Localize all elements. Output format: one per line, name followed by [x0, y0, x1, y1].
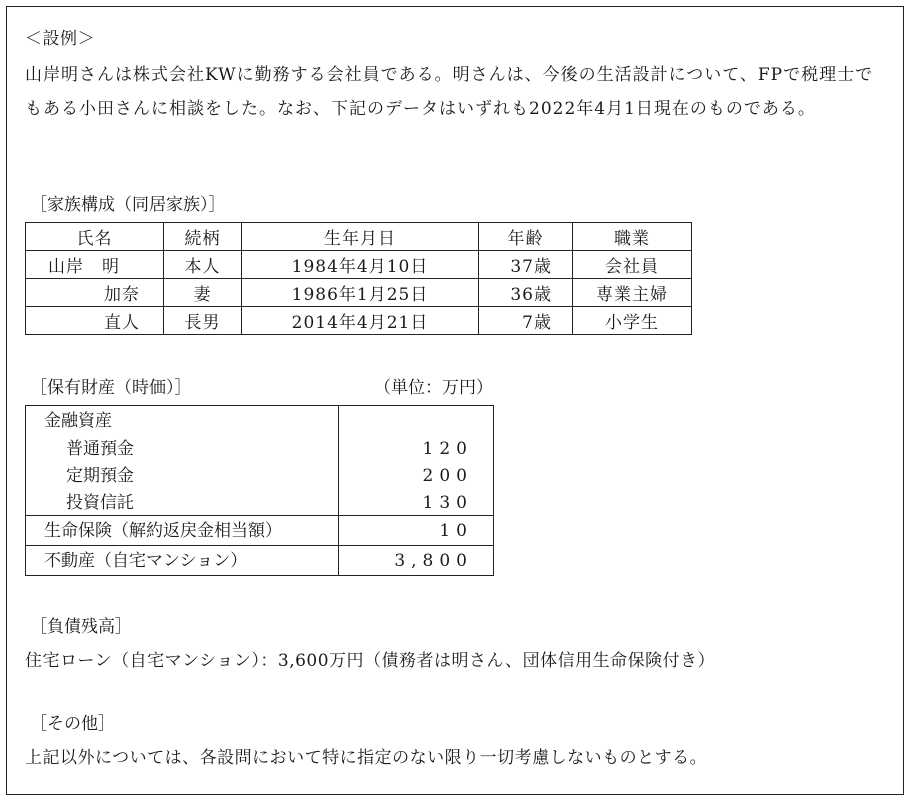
real-estate-label: 不動産（自宅マンション）: [44, 551, 248, 571]
assets-column-divider: [338, 406, 339, 575]
assets-table: [25, 405, 494, 576]
financial-assets-label: 金融資産: [44, 411, 112, 431]
asset-item-value: 200: [422, 466, 473, 486]
table-row: [26, 279, 692, 307]
assets-unit-label: （単位：万円）: [374, 378, 493, 398]
insurance-label: 生命保険（解約返戻金相当額）: [44, 521, 282, 541]
example-heading: ＜設例＞: [25, 29, 95, 49]
member-relation: 長男: [164, 307, 242, 335]
assets-section-title: ［保有財産（時価）］: [30, 378, 192, 398]
assets-row-divider: [26, 545, 493, 546]
family-table-header: [26, 223, 692, 251]
insurance-value: 10: [439, 521, 473, 541]
member-dob: 1986年1月25日: [242, 279, 479, 307]
family-table: [25, 222, 692, 335]
header-relation: 続柄: [164, 223, 242, 251]
member-job: 会社員: [573, 251, 692, 279]
member-name: 加奈: [26, 279, 164, 307]
intro-paragraph: 山岸明さんは株式会社KWに勤務する会社員である。明さんは、今後の生活設計について、FPで税理士でもある小田さんに相談をした。なお、下記のデータはいずれも2022年4月1日現在のものである。: [25, 65, 874, 119]
asset-item-label: 普通預金: [66, 439, 134, 459]
member-relation: 妻: [164, 279, 242, 307]
member-dob: 2014年4月21日: [242, 307, 479, 335]
member-dob: 1984年4月10日: [242, 251, 479, 279]
asset-item-label: 投資信託: [66, 493, 134, 513]
asset-item-label: 定期預金: [66, 466, 134, 486]
asset-item-value: 130: [422, 493, 473, 513]
header-name: 氏名: [26, 223, 164, 251]
real-estate-value: 3,800: [394, 551, 473, 571]
header-age: 年齢: [479, 223, 573, 251]
family-section-title: ［家族構成（同居家族）］: [30, 195, 226, 215]
member-name: 直人: [26, 307, 164, 335]
header-job: 職業: [573, 223, 692, 251]
liabilities-section-title: ［負債残高］: [30, 617, 132, 637]
other-section-title: ［その他］: [30, 714, 115, 734]
other-text: 上記以外については、各設問において特に指定のない限り一切考慮しないものとする。: [25, 748, 708, 768]
member-relation: 本人: [164, 251, 242, 279]
member-age: 36歳: [479, 279, 573, 307]
member-age: 37歳: [479, 251, 573, 279]
liabilities-text: 住宅ローン（自宅マンション）：3,600万円（債務者は明さん、団体信用生命保険付き）: [25, 651, 716, 671]
table-row: [26, 251, 692, 279]
header-dob: 生年月日: [242, 223, 479, 251]
table-row: [26, 307, 692, 335]
asset-item-value: 120: [422, 439, 473, 459]
member-age: 7歳: [479, 307, 573, 335]
member-job: 小学生: [573, 307, 692, 335]
member-name: 山岸 明: [26, 251, 164, 279]
member-job: 専業主婦: [573, 279, 692, 307]
assets-row-divider: [26, 515, 493, 516]
